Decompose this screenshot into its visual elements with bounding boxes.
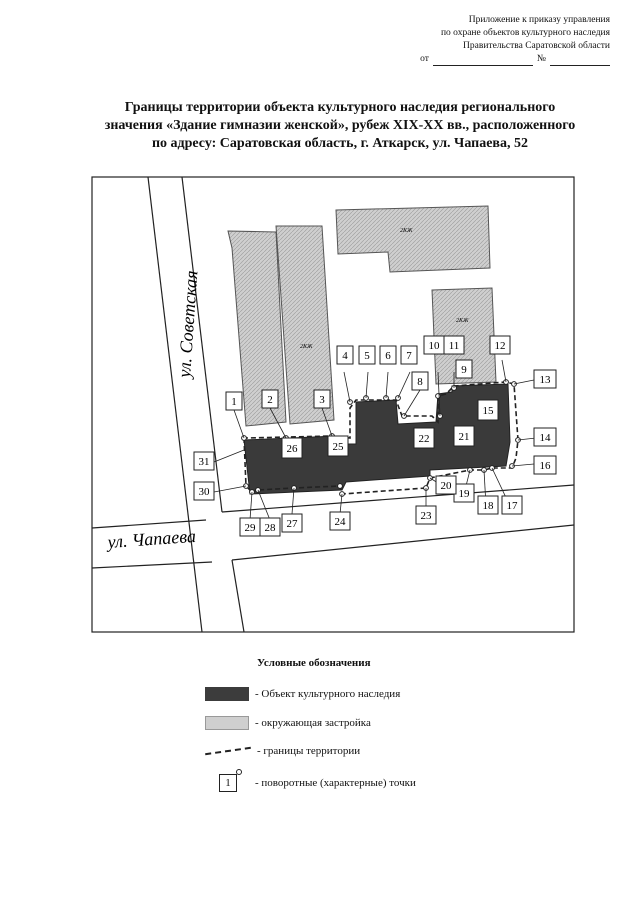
point-6 bbox=[380, 346, 396, 364]
svg-text:5: 5 bbox=[364, 350, 370, 362]
svg-text:23: 23 bbox=[420, 510, 432, 522]
point-10 bbox=[424, 336, 444, 354]
from-label: от bbox=[420, 54, 429, 64]
title-line-2: значения «Здание гимназии женской», рубеж XIX-XX вв., расположенного bbox=[104, 118, 576, 133]
point-21 bbox=[454, 426, 474, 446]
point-7 bbox=[401, 346, 417, 364]
header-line-1: Приложение к приказу управления bbox=[468, 15, 610, 25]
legend-points bbox=[205, 774, 416, 792]
svg-text:9: 9 bbox=[461, 364, 467, 376]
svg-text:18: 18 bbox=[482, 500, 494, 512]
point-28 bbox=[260, 518, 280, 536]
svg-text:22: 22 bbox=[418, 433, 430, 445]
point-16 bbox=[534, 456, 556, 474]
svg-text:27: 27 bbox=[286, 518, 298, 530]
point-4 bbox=[337, 346, 353, 364]
svg-text:19: 19 bbox=[458, 488, 470, 500]
point-31 bbox=[194, 452, 214, 470]
point-5 bbox=[359, 346, 375, 364]
svg-text:24: 24 bbox=[334, 516, 346, 528]
legend-boundary-label: - границы территории bbox=[257, 745, 361, 757]
surrounding-building-top bbox=[336, 206, 490, 272]
point-3 bbox=[314, 390, 330, 408]
point-27 bbox=[282, 514, 302, 532]
svg-text:2: 2 bbox=[267, 394, 273, 406]
number-label: № bbox=[536, 54, 546, 64]
point-1 bbox=[226, 392, 242, 410]
building-label-right: 2КЖ bbox=[456, 318, 469, 324]
sovetskaya-street-edge-right-bottom bbox=[232, 560, 244, 632]
point-19 bbox=[454, 484, 474, 502]
point-12 bbox=[490, 336, 510, 354]
point-20 bbox=[436, 476, 456, 494]
svg-text:26: 26 bbox=[286, 443, 298, 455]
header-line-3: Правительства Саратовской области bbox=[463, 41, 610, 51]
svg-text:31: 31 bbox=[198, 456, 210, 468]
svg-text:13: 13 bbox=[539, 374, 551, 386]
point-24 bbox=[330, 512, 350, 530]
point-11 bbox=[444, 336, 464, 354]
legend-title: Условные обозначения bbox=[257, 657, 371, 669]
svg-text:16: 16 bbox=[539, 460, 551, 472]
point-2 bbox=[262, 390, 278, 408]
point-14 bbox=[534, 428, 556, 446]
point-30 bbox=[194, 482, 214, 500]
svg-text:20: 20 bbox=[440, 480, 452, 492]
point-25 bbox=[328, 436, 348, 456]
svg-text:14: 14 bbox=[539, 432, 551, 444]
title-line-3: по адресу: Саратовская область, г. Аткарск, ул. Чапаева, 52 bbox=[151, 136, 528, 151]
legend-points-label: - поворотные (характерные) точки bbox=[255, 777, 416, 789]
svg-text:6: 6 bbox=[385, 350, 391, 362]
street-label-sovetskaya: ул. Советская bbox=[174, 269, 202, 379]
building-label-top: 2КЖ bbox=[400, 228, 413, 234]
header-line-2: по охране объектов культурного наследия bbox=[440, 28, 610, 38]
title-line-1: Границы территории объекта культурного наследия регионального bbox=[124, 100, 556, 115]
svg-text:25: 25 bbox=[332, 441, 344, 453]
object-swatch bbox=[205, 687, 249, 701]
svg-text:17: 17 bbox=[506, 500, 518, 512]
svg-text:29: 29 bbox=[244, 522, 256, 534]
legend-surrounding-label: - окружающая застройка bbox=[255, 717, 371, 729]
legend-object-label: - Объект культурного наследия bbox=[255, 688, 401, 700]
boundary-swatch bbox=[205, 747, 251, 755]
building-label-center: 2КЖ bbox=[300, 344, 313, 350]
svg-text:21: 21 bbox=[458, 431, 470, 443]
svg-text:1: 1 bbox=[231, 396, 237, 408]
legend-surrounding bbox=[205, 716, 371, 730]
legend-object bbox=[205, 687, 400, 701]
point-26 bbox=[282, 438, 302, 458]
svg-text:11: 11 bbox=[448, 340, 460, 352]
point-29 bbox=[240, 518, 260, 536]
svg-text:8: 8 bbox=[417, 376, 423, 388]
point-9 bbox=[456, 360, 472, 378]
svg-text:15: 15 bbox=[482, 405, 494, 417]
svg-text:4: 4 bbox=[342, 350, 348, 362]
svg-text:7: 7 bbox=[406, 350, 412, 362]
point-17 bbox=[502, 496, 522, 514]
point-18 bbox=[478, 496, 498, 514]
point-13 bbox=[534, 370, 556, 388]
svg-text:12: 12 bbox=[494, 340, 506, 352]
legend-boundary bbox=[205, 745, 360, 757]
svg-text:10: 10 bbox=[428, 340, 440, 352]
point-8 bbox=[412, 372, 428, 390]
svg-text:3: 3 bbox=[319, 394, 325, 406]
point-15 bbox=[478, 400, 498, 420]
point-23 bbox=[416, 506, 436, 524]
point-swatch: 1 bbox=[219, 774, 237, 792]
svg-text:30: 30 bbox=[198, 486, 210, 498]
street-label-chapaeva: ул. Чапаева bbox=[106, 525, 197, 552]
svg-text:28: 28 bbox=[264, 522, 276, 534]
point-22 bbox=[414, 428, 434, 448]
surrounding-swatch bbox=[205, 716, 249, 730]
